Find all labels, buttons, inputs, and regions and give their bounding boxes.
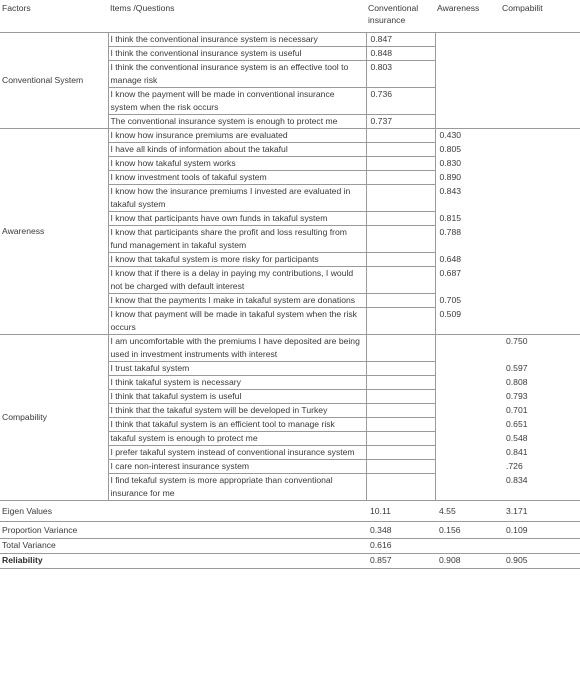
item-text: I am uncomfortable with the premiums I have deposited are being used in investment instruments with interest <box>108 335 366 362</box>
item-text: I know that participants have own funds in takaful system <box>108 212 366 226</box>
footer-stats <box>0 501 580 569</box>
factor-label: Awareness <box>0 129 108 335</box>
item-text: I know how insurance premiums are evaluated <box>108 129 366 143</box>
item-text: I know how takaful system works <box>108 157 366 171</box>
empty-cell <box>108 539 366 554</box>
conventional-value <box>366 143 435 157</box>
item-text: I trust takaful system <box>108 362 366 376</box>
compability-value <box>500 171 580 185</box>
reliability-label: Reliability <box>0 554 108 569</box>
awareness-value <box>435 47 500 61</box>
item-text: I find tekaful system is more appropriate than conventional insurance for me <box>108 474 366 501</box>
conventional-value <box>366 390 435 404</box>
compability-value <box>500 253 580 267</box>
item-text: I care non-interest insurance system <box>108 460 366 474</box>
compability-value <box>500 212 580 226</box>
conventional-value <box>366 185 435 212</box>
awareness-value: 0.705 <box>439 294 462 305</box>
header-compability: Compabilit <box>500 0 580 33</box>
factor-label: Conventional System <box>0 33 108 129</box>
item-text: I know that payment will be made in takaful system when the risk occurs <box>108 308 366 335</box>
compability-value: 0.548 <box>506 432 528 443</box>
proportion-row <box>0 522 580 539</box>
awareness-value: 0.648 <box>439 253 462 264</box>
compability-value <box>500 226 580 253</box>
awareness-value: 0.830 <box>439 157 462 168</box>
awareness-value <box>435 418 500 432</box>
reliability-awareness: 0.908 <box>435 554 500 569</box>
conventional-value <box>366 212 435 226</box>
eigen-compability: 3.171 <box>500 501 580 522</box>
conventional-value <box>366 157 435 171</box>
compability-value <box>500 267 580 294</box>
conventional-value: 0.848 <box>366 47 435 61</box>
header-row <box>0 0 580 33</box>
conventional-value <box>366 267 435 294</box>
proportion-conventional: 0.348 <box>366 522 435 539</box>
conventional-value <box>366 171 435 185</box>
header-conventional: Conventional insurance <box>366 0 435 33</box>
item-text: I know the payment will be made in conventional insurance system when the risk occurs <box>108 88 366 115</box>
compability-value: 0.750 <box>506 336 528 346</box>
awareness-value <box>435 33 500 47</box>
conventional-value <box>366 226 435 253</box>
conventional-value <box>366 404 435 418</box>
item-text: I know that takaful system is more risky for participants <box>108 253 366 267</box>
item-text: The conventional insurance system is enough to protect me <box>108 115 366 129</box>
eigen-awareness: 4.55 <box>435 501 500 522</box>
awareness-value <box>435 88 500 115</box>
empty-cell <box>500 539 580 554</box>
item-text: takaful system is enough to protect me <box>108 432 366 446</box>
proportion-compability: 0.109 <box>500 522 580 539</box>
compability-value: .726 <box>506 460 523 471</box>
table-row <box>0 335 580 362</box>
awareness-value <box>435 404 500 418</box>
compability-value: 0.597 <box>506 362 528 373</box>
compability-value <box>500 294 580 308</box>
awareness-value <box>435 432 500 446</box>
group-conventional <box>0 33 580 129</box>
awareness-value: 0.815 <box>439 212 462 223</box>
compability-value <box>500 47 580 61</box>
conventional-value <box>366 335 435 362</box>
table-row <box>0 129 580 143</box>
reliability-compability: 0.905 <box>500 554 580 569</box>
compability-value <box>500 157 580 171</box>
awareness-value <box>435 61 500 88</box>
empty-cell <box>108 554 366 569</box>
item-text: I know that participants share the profit and loss resulting from fund management in takaful system <box>108 226 366 253</box>
item-text: I know that if there is a delay in paying my contributions, I would not be charged with default interest <box>108 267 366 294</box>
conventional-value: 0.803 <box>366 61 435 88</box>
header-factors: Factors <box>0 0 108 33</box>
proportion-awareness: 0.156 <box>435 522 500 539</box>
compability-value: 0.834 <box>500 474 580 501</box>
empty-cell <box>108 501 366 522</box>
compability-value <box>500 185 580 212</box>
compability-value: 0.841 <box>506 446 528 457</box>
eigen-row <box>0 501 580 522</box>
item-text: I prefer takaful system instead of conventional insurance system <box>108 446 366 460</box>
compability-value: 0.701 <box>506 404 528 415</box>
awareness-value <box>435 474 500 501</box>
eigen-label: Eigen Values <box>0 501 108 522</box>
compability-value: 0.808 <box>506 376 528 387</box>
conventional-value <box>366 308 435 335</box>
compability-value: 0.793 <box>506 390 528 401</box>
conventional-value <box>366 129 435 143</box>
awareness-value <box>435 390 500 404</box>
item-text: I know how the insurance premiums I invested are evaluated in takaful system <box>108 185 366 212</box>
conventional-value <box>366 376 435 390</box>
reliability-row <box>0 554 580 569</box>
item-text: I think the conventional insurance system is necessary <box>108 33 366 47</box>
awareness-value: 0.890 <box>439 171 462 182</box>
conventional-value <box>366 294 435 308</box>
conventional-value <box>366 460 435 474</box>
item-text: I think that takaful system is an efficient tool to manage risk <box>108 418 366 432</box>
compability-value <box>500 129 580 143</box>
item-text: I think the conventional insurance system is useful <box>108 47 366 61</box>
conventional-value: 0.737 <box>366 115 435 129</box>
awareness-value: 0.687 <box>439 267 462 278</box>
header-awareness: Awareness <box>435 0 500 33</box>
factor-label: Compability <box>0 335 108 501</box>
awareness-value <box>435 335 500 362</box>
compability-value <box>500 61 580 88</box>
compability-value <box>500 115 580 129</box>
total-variance-conventional: 0.616 <box>366 539 435 554</box>
item-text: I think takaful system is necessary <box>108 376 366 390</box>
conventional-value <box>366 418 435 432</box>
item-text: I know investment tools of takaful system <box>108 171 366 185</box>
awareness-value <box>435 460 500 474</box>
proportion-label: Proportion Variance <box>0 522 108 539</box>
awareness-value: 0.843 <box>439 185 462 196</box>
awareness-value <box>435 376 500 390</box>
item-text: I think that the takaful system will be developed in Turkey <box>108 404 366 418</box>
conventional-value: 0.847 <box>366 33 435 47</box>
item-text: I know that the payments I make in takaful system are donations <box>108 294 366 308</box>
empty-cell <box>108 522 366 539</box>
total-variance-row <box>0 539 580 554</box>
compability-value: 0.651 <box>506 418 528 429</box>
awareness-value <box>435 446 500 460</box>
conventional-value <box>366 474 435 501</box>
compability-value <box>500 33 580 47</box>
awareness-value <box>435 115 500 129</box>
awareness-value: 0.509 <box>435 308 500 335</box>
conventional-value <box>366 362 435 376</box>
total-variance-label: Total Variance <box>0 539 108 554</box>
awareness-value: 0.788 <box>439 226 462 237</box>
compability-value <box>500 143 580 157</box>
group-compability <box>0 335 580 501</box>
item-text: I think that takaful system is useful <box>108 390 366 404</box>
eigen-conventional: 10.11 <box>366 501 435 522</box>
awareness-value: 0.430 <box>439 130 462 140</box>
table-row <box>0 33 580 47</box>
group-awareness <box>0 129 580 335</box>
item-text: I have all kinds of information about the takaful <box>108 143 366 157</box>
awareness-value: 0.805 <box>439 143 462 154</box>
reliability-conventional: 0.857 <box>366 554 435 569</box>
header-items: Items /Questions <box>108 0 366 33</box>
conventional-value <box>366 446 435 460</box>
awareness-value <box>435 362 500 376</box>
item-text: I think the conventional insurance system is an effective tool to manage risk <box>108 61 366 88</box>
conventional-value: 0.736 <box>366 88 435 115</box>
compability-value <box>500 88 580 115</box>
compability-value <box>500 308 580 335</box>
empty-cell <box>435 539 500 554</box>
conventional-value <box>366 432 435 446</box>
conventional-value <box>366 253 435 267</box>
